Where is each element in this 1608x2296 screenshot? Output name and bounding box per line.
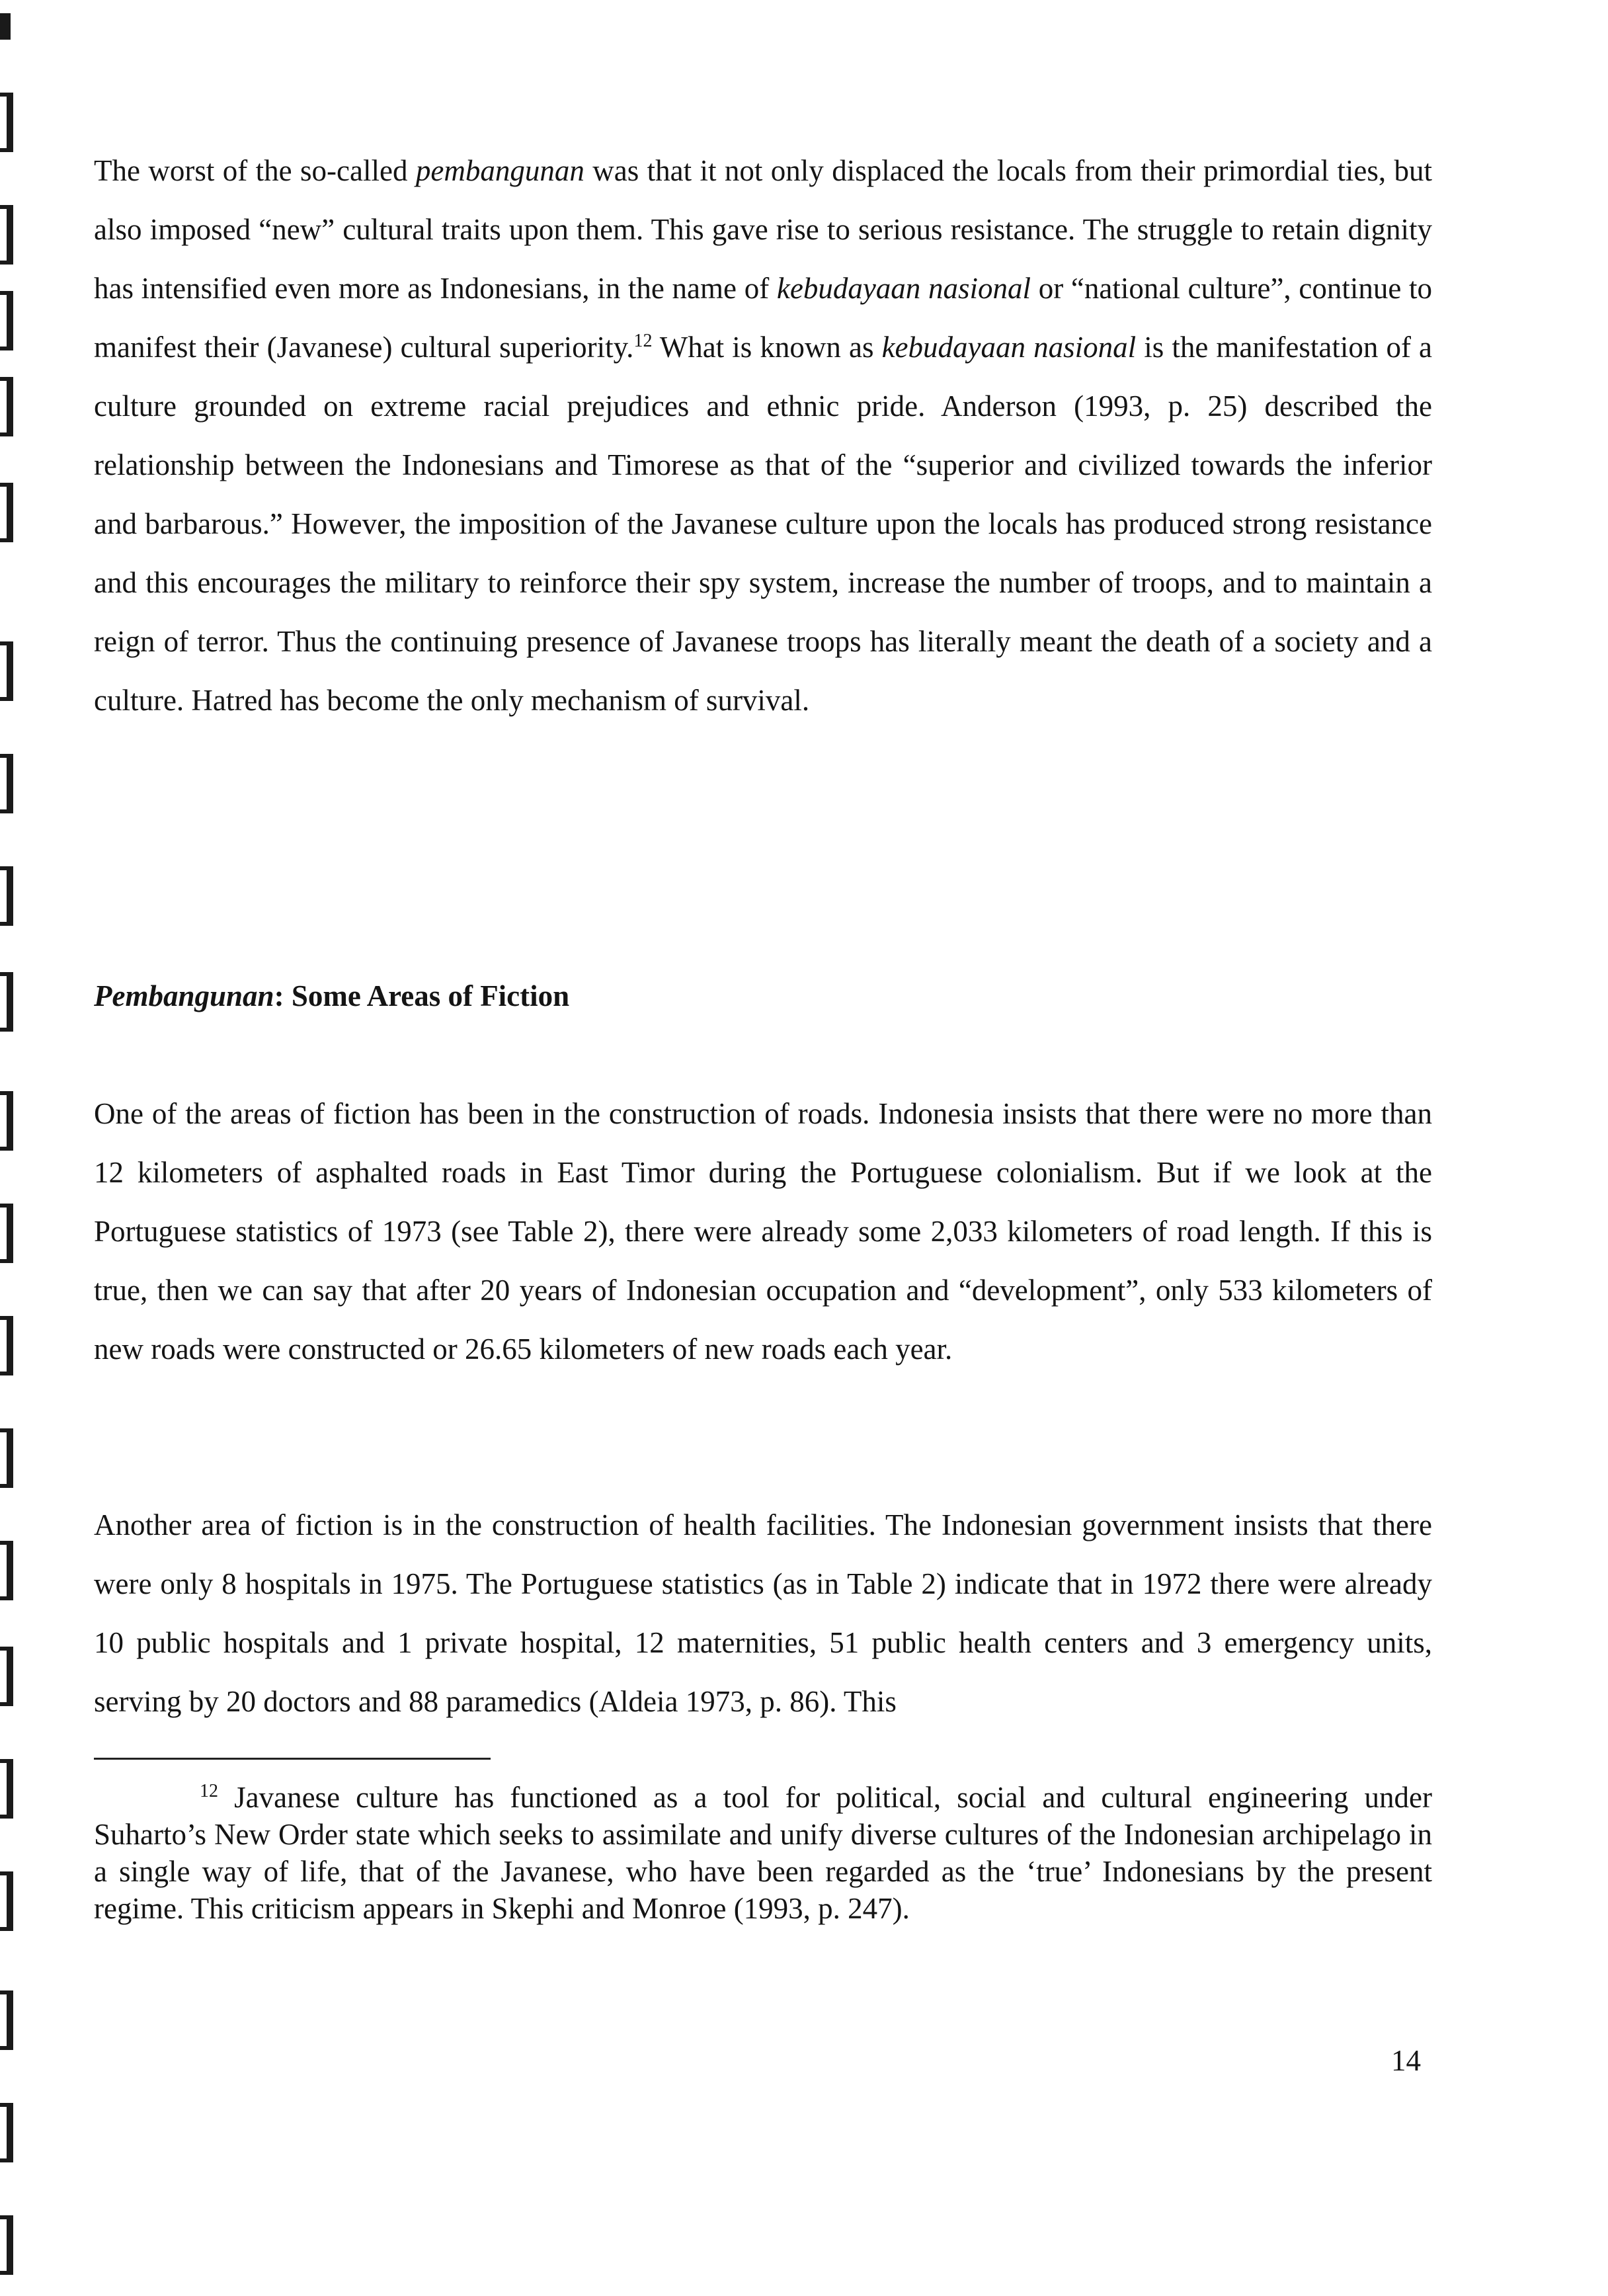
binding-mark <box>0 13 11 40</box>
footnote-number: 12 <box>200 1781 218 1801</box>
binding-mark <box>7 205 13 265</box>
binding-mark <box>7 1647 13 1706</box>
footnote-text: Javanese culture has functioned as a tool for political, social and cultural engineering under Suharto’s New Order state which seeks to assimilate and unify diverse cultures of the Indonesian archipelago in a single way of life, that of the Javanese, who have been regarded as the ‘true’ Indonesians by the present regime. This criticism appears in Skephi and Monroe (1993, p. 247). <box>94 1781 1432 1925</box>
page-number: 14 <box>1391 2044 1421 2077</box>
binding-mark <box>7 754 13 813</box>
paragraph-text: What is known as <box>652 331 882 364</box>
binding-mark <box>7 1428 13 1488</box>
paragraph-text: The worst of the so-called <box>94 154 416 187</box>
binding-mark <box>7 1316 13 1375</box>
binding-mark <box>7 377 13 436</box>
binding-mark <box>7 2103 13 2162</box>
italic-term: pembangunan <box>415 154 584 187</box>
binding-mark <box>7 291 13 350</box>
footnote-reference[interactable]: 12 <box>633 331 653 351</box>
binding-mark <box>7 1204 13 1263</box>
binding-mark <box>7 1759 13 1819</box>
italic-term: kebudayaan nasional <box>881 331 1137 364</box>
binding-mark <box>7 1091 13 1151</box>
paragraph-text: was that it not only displaced the locals from their primordial ties, but also imposed “new” cultural traits upon them. This gave rise to serious resistance. The struggle to retain dignity has intensified even more as Indonesians, in the name of <box>94 154 1432 305</box>
body-paragraph: One of the areas of fiction has been in the construction of roads. Indonesia insists that there were no more than 12 kilometers of asphalted roads in East Timor during the Portuguese colonialism. But if we look at the Portuguese statistics of 1973 (see Table 2), there were already some 2,033 kilometers of road length. If this is true, then we can say that after 20 years of Indonesian occupation and “development”, only 533 kilometers of new roads were constructed or 26.65 kilometers of new roads each year. <box>94 1097 1432 1366</box>
binding-mark <box>7 1871 13 1931</box>
body-paragraph: Another area of fiction is in the construction of health facilities. The Indonesian government insists that there were only 8 hospitals in 1975. The Portuguese statistics (as in Table 2) indicate that in 1972 there were already 10 public hospitals and 1 private hospital, 12 maternities, 51 public health centers and 3 emergency units, serving by 20 doctors and 88 paramedics (Aldeia 1973, p. 86). This <box>94 1508 1432 1718</box>
binding-mark <box>7 93 13 152</box>
paragraph-text: or “national culture”, continue to manifest their (Javanese) cultural superiority. <box>94 272 1433 364</box>
heading-italic-term: Pembangunan <box>94 979 274 1012</box>
footnote-divider <box>94 1758 491 1760</box>
binding-mark <box>7 1990 13 2050</box>
section-heading <box>94 967 1432 1026</box>
binding-mark <box>7 483 13 542</box>
binding-mark <box>7 2215 13 2275</box>
binding-mark <box>7 641 13 701</box>
binding-mark <box>7 972 13 1032</box>
footnote <box>94 1779 1432 1927</box>
binding-mark <box>7 1541 13 1600</box>
italic-term: kebudayaan nasional <box>776 272 1031 305</box>
binding-mark <box>7 866 13 926</box>
heading-text: : Some Areas of Fiction <box>274 979 570 1012</box>
paragraph-text: is the manifestation of a culture grounded on extreme racial prejudices and ethnic pride. Anderson (1993, p. 25) described the relationship between the Indonesians and Timorese as that of the “superior and civilized towards the inferior and barbarous.” However, the imposition of the Javanese culture upon the locals has produced strong resistance and this encourages the military to reinforce their spy system, increase the number of troops, and to maintain a reign of terror. Thus the continuing presence of Javanese troops has literally meant the death of a society and a culture. Hatred has become the only mechanism of survival. <box>94 331 1432 717</box>
body-paragraph <box>94 142 1432 730</box>
